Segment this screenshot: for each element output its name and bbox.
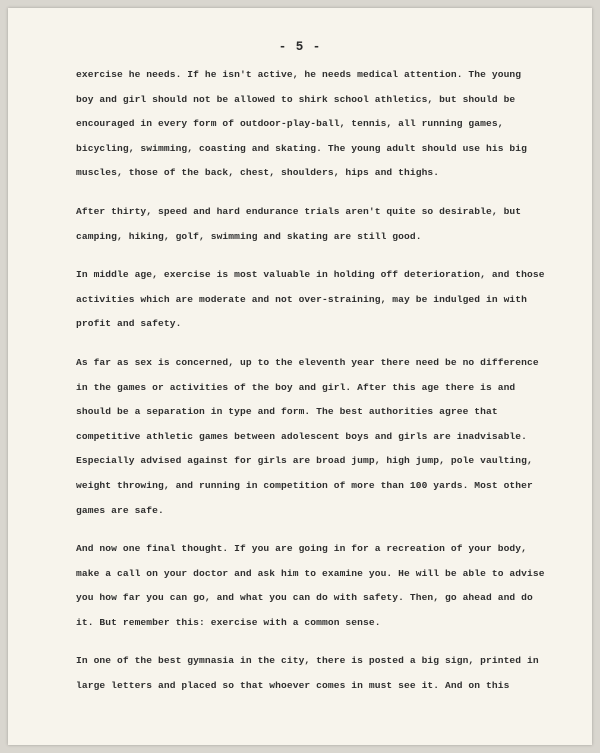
paragraph — [76, 649, 576, 698]
text-line: games are safe. — [76, 504, 164, 516]
text-line: competitive athletic games between adolescent boys and girls are inadvisable. — [76, 430, 528, 442]
text-line: And now one final thought. If you are going in for a recreation of your body, — [76, 543, 528, 555]
text-line: exercise he needs. If he isn't active, he needs medical attention. The young — [76, 69, 522, 80]
text-line: it. But remember this: exercise with a common sense. — [76, 616, 381, 628]
text-line: should be a separation in type and form. The best authorities agree that — [76, 406, 498, 418]
paragraph — [76, 351, 576, 523]
text-line: activities which are moderate and not over-straining, may be indulged in with — [76, 293, 528, 305]
paragraph — [76, 263, 576, 337]
paragraph — [76, 200, 576, 249]
paragraph — [76, 537, 576, 635]
text-line: in the games or activities of the boy and girl. After this age there is and — [76, 381, 516, 393]
document-page — [8, 8, 592, 745]
text-line: In middle age, exercise is most valuable in holding off deterioration, and those — [76, 269, 545, 281]
text-line: encouraged in every form of outdoor-play-ball, tennis, all running games, — [76, 118, 504, 130]
text-line: As far as sex is concerned, up to the eleventh year there need be no difference — [76, 356, 539, 368]
body-text — [76, 63, 576, 713]
page-number: - 5 - — [278, 40, 322, 54]
paragraph — [76, 63, 576, 186]
text-line: boy and girl should not be allowed to shirk school athletics, but should be — [76, 93, 516, 105]
text-line: In one of the best gymnasia in the city, there is posted a big sign, printed in — [76, 655, 539, 667]
text-line: large letters and placed so that whoever comes in must see it. And on this — [76, 680, 510, 692]
text-line: camping, hiking, golf, swimming and skating are still good. — [76, 230, 422, 242]
text-line: profit and safety. — [76, 318, 182, 330]
text-line: muscles, those of the back, chest, shoulders, hips and thighs. — [76, 167, 440, 179]
text-line: you how far you can go, and what you can do with safety. Then, go ahead and do — [76, 592, 533, 604]
text-line: After thirty, speed and hard endurance trials aren't quite so desirable, but — [76, 205, 522, 217]
text-line: make a call on your doctor and ask him to examine you. He will be able to advise — [76, 567, 545, 579]
text-line: Especially advised against for girls are broad jump, high jump, pole vaulting, — [76, 455, 533, 467]
text-line: bicycling, swimming, coasting and skating. The young adult should use his big — [76, 142, 528, 154]
text-line: weight throwing, and running in competition of more than 100 yards. Most other — [76, 479, 533, 491]
